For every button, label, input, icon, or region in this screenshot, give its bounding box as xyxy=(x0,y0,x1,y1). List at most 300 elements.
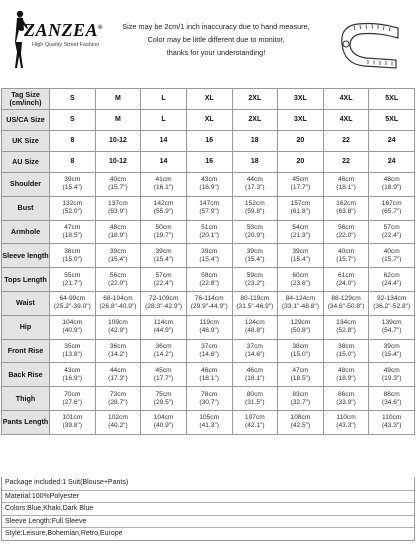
value-cm: 44cm xyxy=(246,176,263,184)
header xyxy=(0,0,416,88)
size-cell: 14 xyxy=(141,131,187,152)
measurement-cell xyxy=(141,410,187,434)
measurement-cell xyxy=(369,291,415,315)
measurement-cell xyxy=(232,268,278,292)
size-cell: XL xyxy=(186,110,232,131)
value-cm: 124cm xyxy=(244,319,265,327)
size-row xyxy=(2,131,415,152)
value-cm: 162cm xyxy=(336,200,356,208)
value-cm: 134cm xyxy=(336,319,356,327)
value-cm: 47cm xyxy=(64,223,81,231)
measurement-cell xyxy=(50,291,96,315)
value-inch: (27.6") xyxy=(62,398,83,406)
value-inch: (15.4") xyxy=(290,255,311,263)
measurement-row xyxy=(2,339,415,363)
row-label: US/CA Size xyxy=(2,110,50,131)
value-inch: (44.9") xyxy=(153,327,174,335)
value-cm: 139cm xyxy=(381,319,402,327)
measurement-cell xyxy=(278,196,324,220)
value-inch: (65.7") xyxy=(381,208,402,216)
value-inch: (42.9") xyxy=(108,327,128,335)
size-cell: 3XL xyxy=(278,110,324,131)
measurement-cell xyxy=(369,363,415,387)
value-cm: 48cm xyxy=(338,366,355,374)
value-cm: 107cm xyxy=(244,414,265,422)
value-cm: 40cm xyxy=(338,247,355,255)
value-cm: 58cm xyxy=(201,271,218,279)
measurement-cell xyxy=(232,410,278,434)
value-cm: 39cm xyxy=(155,247,172,255)
value-inch: (30.7") xyxy=(199,398,219,406)
size-cell: 5XL xyxy=(369,110,415,131)
value-inch: (40.9") xyxy=(153,422,174,430)
value-inch: (15.4") xyxy=(153,255,174,263)
value-inch: (16.1") xyxy=(153,184,174,192)
value-cm: 83cm xyxy=(292,390,309,398)
measurement-cell xyxy=(278,244,324,268)
value-cm: 54cm xyxy=(292,223,309,231)
value-inch: (21.3") xyxy=(290,231,311,239)
value-inch: (15.0") xyxy=(62,255,83,263)
measurement-row xyxy=(2,410,415,434)
value-cm: 72-109cm xyxy=(148,295,179,303)
measurement-row xyxy=(2,220,415,244)
value-cm: 59cm xyxy=(246,271,263,279)
measurement-cell xyxy=(95,315,141,339)
value-cm: 44cm xyxy=(109,366,126,374)
value-cm: 88-129cm xyxy=(331,295,361,303)
info-colors: Colors:Blue,Khaki,Dark Blue xyxy=(2,502,414,515)
value-cm: 43cm xyxy=(64,366,81,374)
info-style: Style:Leisure,Bohemian,Retro,Europe xyxy=(2,527,414,540)
measurement-cell xyxy=(369,315,415,339)
measurement-cell xyxy=(186,339,232,363)
size-row xyxy=(2,89,415,110)
value-cm: 39cm xyxy=(64,176,81,184)
measurement-cell xyxy=(323,410,369,434)
value-cm: 152cm xyxy=(244,200,265,208)
size-cell: L xyxy=(141,89,187,110)
size-cell: S xyxy=(50,89,96,110)
measurement-cell xyxy=(186,244,232,268)
value-cm: 49cm xyxy=(383,366,400,374)
measurement-cell xyxy=(232,363,278,387)
size-table xyxy=(1,88,415,435)
size-cell: 3XL xyxy=(278,89,324,110)
value-cm: 109cm xyxy=(108,319,128,327)
value-inch: (24.0") xyxy=(336,279,356,287)
value-inch: (17.3") xyxy=(108,374,128,382)
measurement-cell xyxy=(141,363,187,387)
measurement-cell xyxy=(323,268,369,292)
size-cell: 5XL xyxy=(369,89,415,110)
value-inch: (43.3") xyxy=(381,422,402,430)
value-cm: 110cm xyxy=(336,414,356,422)
value-inch: (28.7") xyxy=(108,398,128,406)
measurement-cell xyxy=(278,291,324,315)
measurement-cell xyxy=(50,410,96,434)
measurement-row xyxy=(2,268,415,292)
value-inch: (26.8"-40.9") xyxy=(99,303,137,311)
measurement-cell xyxy=(278,387,324,411)
row-label: AU Size xyxy=(2,152,50,173)
measurement-cell xyxy=(141,173,187,197)
row-label: Hip xyxy=(2,315,50,339)
value-cm: 132cm xyxy=(62,200,83,208)
measurement-cell xyxy=(95,173,141,197)
size-cell: L xyxy=(141,110,187,131)
value-cm: 80cm xyxy=(246,390,263,398)
value-inch: (57.9") xyxy=(199,208,219,216)
measurement-cell xyxy=(141,196,187,220)
size-cell: 10-12 xyxy=(95,131,141,152)
value-inch: (18.9") xyxy=(336,374,356,382)
measurement-cell xyxy=(186,291,232,315)
value-cm: 61cm xyxy=(338,271,355,279)
row-label: Thigh xyxy=(2,387,50,411)
measurement-cell xyxy=(323,220,369,244)
size-cell: M xyxy=(95,110,141,131)
measurement-cell xyxy=(95,220,141,244)
measurement-cell xyxy=(95,244,141,268)
measurement-cell xyxy=(369,268,415,292)
value-inch: (19.7") xyxy=(153,231,174,239)
measurement-cell xyxy=(50,268,96,292)
value-cm: 110cm xyxy=(382,414,402,422)
measurement-cell xyxy=(50,339,96,363)
value-cm: 142cm xyxy=(153,200,174,208)
value-inch: (17.7") xyxy=(153,374,174,382)
value-inch: (18.5") xyxy=(290,374,311,382)
size-cell: 8 xyxy=(50,152,96,173)
size-cell: 20 xyxy=(278,152,324,173)
value-inch: (50.8") xyxy=(290,327,311,335)
measurement-cell xyxy=(50,387,96,411)
value-inch: (31.5"-46.9") xyxy=(236,303,274,311)
size-cell: 8 xyxy=(50,131,96,152)
value-cm: 84-124cm xyxy=(285,295,316,303)
row-label: Waist xyxy=(2,291,50,315)
measurement-row xyxy=(2,387,415,411)
value-cm: 157cm xyxy=(290,200,311,208)
value-inch: (16.9") xyxy=(62,374,83,382)
value-inch: (34.6") xyxy=(381,398,402,406)
value-cm: 57cm xyxy=(383,223,400,231)
size-cell: 24 xyxy=(369,131,415,152)
row-label: Tag Size (cm/inch) xyxy=(2,89,50,110)
value-cm: 50cm xyxy=(155,223,172,231)
value-cm: 68-104cm xyxy=(103,295,133,303)
measurement-cell xyxy=(369,220,415,244)
value-cm: 48cm xyxy=(383,176,400,184)
measurement-cell xyxy=(323,363,369,387)
value-cm: 104cm xyxy=(153,414,174,422)
value-cm: 39cm xyxy=(201,247,218,255)
brand-logo xyxy=(8,8,103,80)
measurement-cell xyxy=(186,220,232,244)
info-package: Package included:1 Suit(Blouse+Pants) xyxy=(5,479,129,486)
value-inch: (33.9") xyxy=(336,398,356,406)
row-label: UK Size xyxy=(2,131,50,152)
measurement-cell xyxy=(186,410,232,434)
value-cm: 60cm xyxy=(292,271,309,279)
value-cm: 39cm xyxy=(383,342,400,350)
measurement-cell xyxy=(232,196,278,220)
measurement-cell xyxy=(141,268,187,292)
value-inch: (33.1"-48.8") xyxy=(281,303,319,311)
value-cm: 45cm xyxy=(155,366,172,374)
value-cm: 46cm xyxy=(201,366,218,374)
value-cm: 40cm xyxy=(109,176,126,184)
value-cm: 80-119cm xyxy=(240,295,270,303)
size-cell: 18 xyxy=(232,131,278,152)
value-inch: (25.2"-39.0") xyxy=(53,303,91,311)
value-inch: (20.9") xyxy=(245,231,265,239)
value-cm: 114cm xyxy=(153,319,174,327)
value-cm: 48cm xyxy=(109,223,126,231)
measurement-cell xyxy=(232,291,278,315)
size-cell: S xyxy=(50,110,96,131)
value-inch: (24.4") xyxy=(381,279,402,287)
value-inch: (34.6"-50.8") xyxy=(327,303,365,311)
value-inch: (15.4") xyxy=(62,184,83,192)
measurement-cell xyxy=(95,363,141,387)
value-cm: 101cm xyxy=(62,414,83,422)
measurement-cell xyxy=(278,410,324,434)
value-inch: (14.2") xyxy=(108,350,128,358)
value-cm: 56cm xyxy=(109,271,126,279)
value-inch: (15.4") xyxy=(108,255,128,263)
value-cm: 119cm xyxy=(199,319,219,327)
measurement-cell xyxy=(369,196,415,220)
measurement-cell xyxy=(141,220,187,244)
size-cell: 24 xyxy=(369,152,415,173)
value-inch: (18.1") xyxy=(199,374,219,382)
value-cm: 39cm xyxy=(109,247,126,255)
value-cm: 92-134cm xyxy=(377,295,407,303)
value-cm: 46cm xyxy=(338,176,355,184)
value-inch: (29.5") xyxy=(153,398,174,406)
value-cm: 40cm xyxy=(383,247,400,255)
measurement-cell xyxy=(141,339,187,363)
value-inch: (28.3"-42.9") xyxy=(145,303,183,311)
value-cm: 39cm xyxy=(246,247,263,255)
value-inch: (43.3") xyxy=(336,422,356,430)
measurement-cell xyxy=(232,244,278,268)
measurement-cell xyxy=(278,173,324,197)
value-inch: (18.9") xyxy=(108,231,128,239)
value-cm: 56cm xyxy=(338,223,355,231)
measurement-cell xyxy=(323,196,369,220)
value-cm: 147cm xyxy=(199,200,220,208)
value-inch: (15.4") xyxy=(245,255,265,263)
value-inch: (15.4") xyxy=(381,350,402,358)
value-cm: 37cm xyxy=(246,342,263,350)
measurement-row xyxy=(2,363,415,387)
value-cm: 35cm xyxy=(64,342,81,350)
measurement-cell xyxy=(232,387,278,411)
value-cm: 62cm xyxy=(383,271,400,279)
value-cm: 47cm xyxy=(292,366,309,374)
measurement-cell xyxy=(323,291,369,315)
value-inch: (18.1") xyxy=(245,374,265,382)
measurement-cell xyxy=(50,196,96,220)
measurement-cell xyxy=(95,339,141,363)
measurement-cell xyxy=(323,315,369,339)
value-inch: (20.1") xyxy=(199,231,219,239)
value-inch: (16.9") xyxy=(199,184,219,192)
value-cm: 53cm xyxy=(246,223,263,231)
measurement-cell xyxy=(141,291,187,315)
measurement-cell xyxy=(278,268,324,292)
size-cell: XL xyxy=(186,89,232,110)
value-cm: 43cm xyxy=(201,176,218,184)
row-label: Pants Length xyxy=(2,410,50,434)
value-cm: 64-99cm xyxy=(59,295,86,303)
size-cell: 16 xyxy=(186,131,232,152)
note-line: Color may be little different due to monitor, xyxy=(147,35,285,44)
value-inch: (14.6") xyxy=(245,350,265,358)
value-inch: (19.3") xyxy=(381,374,402,382)
value-cm: 46cm xyxy=(246,366,263,374)
measurement-cell xyxy=(50,173,96,197)
measurement-cell xyxy=(95,196,141,220)
measurement-cell xyxy=(50,315,96,339)
size-cell: 4XL xyxy=(323,89,369,110)
measurement-cell xyxy=(186,387,232,411)
value-inch: (42.5") xyxy=(290,422,311,430)
row-label: Sleeve length xyxy=(2,244,50,268)
size-cell: 16 xyxy=(186,152,232,173)
size-cell: 22 xyxy=(323,152,369,173)
value-inch: (15.0") xyxy=(290,350,311,358)
size-chart xyxy=(1,88,415,435)
note-line: Size may be 2cm/1 inch inaccuracy due to hand measure, xyxy=(122,22,310,31)
value-inch: (41.3") xyxy=(199,422,219,430)
value-inch: (31.5") xyxy=(245,398,265,406)
value-cm: 88cm xyxy=(383,390,400,398)
measurement-cell xyxy=(141,244,187,268)
measurement-cell xyxy=(50,244,96,268)
value-inch: (15.7") xyxy=(336,255,356,263)
measurement-row xyxy=(2,244,415,268)
value-inch: (29.9"-44.9") xyxy=(190,303,228,311)
measurement-cell xyxy=(369,410,415,434)
value-inch: (15.7") xyxy=(381,255,402,263)
value-inch: (22.0") xyxy=(336,231,356,239)
value-inch: (17.7") xyxy=(290,184,311,192)
measurement-cell xyxy=(186,196,232,220)
value-cm: 78cm xyxy=(201,390,218,398)
measurement-cell xyxy=(95,387,141,411)
measurement-cell xyxy=(323,173,369,197)
size-cell: M xyxy=(95,89,141,110)
value-inch: (15.4") xyxy=(199,255,219,263)
value-cm: 41cm xyxy=(155,176,172,184)
value-cm: 102cm xyxy=(108,414,128,422)
measurement-cell xyxy=(369,387,415,411)
value-cm: 38cm xyxy=(64,247,81,255)
value-inch: (46.9") xyxy=(199,327,219,335)
measurement-row xyxy=(2,173,415,197)
value-cm: 76-114cm xyxy=(194,295,224,303)
value-cm: 55cm xyxy=(64,271,81,279)
brand-name: ZANZEA® xyxy=(24,20,103,40)
value-inch: (32.7") xyxy=(290,398,311,406)
value-cm: 38cm xyxy=(338,342,355,350)
measurement-cell xyxy=(323,244,369,268)
row-label: Tops Length xyxy=(2,268,50,292)
info-sleeve: Sleeve Length:Full Sleeve xyxy=(2,515,414,528)
value-inch: (22.4") xyxy=(153,279,174,287)
measurement-cell xyxy=(278,315,324,339)
measurement-cell xyxy=(95,268,141,292)
measurement-cell xyxy=(232,339,278,363)
measurement-cell xyxy=(186,268,232,292)
value-inch: (22.8") xyxy=(199,279,219,287)
size-row xyxy=(2,110,415,131)
value-inch: (17.3") xyxy=(245,184,265,192)
row-label: Shoulder xyxy=(2,173,50,197)
value-cm: 45cm xyxy=(292,176,309,184)
measurement-cell xyxy=(369,173,415,197)
measurement-row xyxy=(2,315,415,339)
value-inch: (61.8") xyxy=(290,208,311,216)
note-line: thanks for your understanding! xyxy=(166,48,266,57)
value-cm: 167cm xyxy=(381,200,402,208)
measurement-row xyxy=(2,291,415,315)
brand-tagline: High Quality Street Fashion xyxy=(32,42,100,48)
value-inch: (23.2") xyxy=(245,279,265,287)
value-inch: (18.5") xyxy=(62,231,83,239)
value-inch: (15.0") xyxy=(336,350,356,358)
value-inch: (54.7") xyxy=(381,327,402,335)
measurement-cell xyxy=(232,173,278,197)
measurement-cell xyxy=(141,315,187,339)
measurement-cell xyxy=(369,339,415,363)
value-inch: (42.1") xyxy=(245,422,265,430)
size-cell: 10-12 xyxy=(95,152,141,173)
value-inch: (21.7") xyxy=(62,279,83,287)
value-inch: (22.4") xyxy=(381,231,402,239)
measurement-cell xyxy=(278,220,324,244)
row-label: Back Rise xyxy=(2,363,50,387)
value-cm: 39cm xyxy=(292,247,309,255)
value-inch: (18.9") xyxy=(381,184,402,192)
measurement-cell xyxy=(323,387,369,411)
measurement-cell xyxy=(232,220,278,244)
value-inch: (59.8") xyxy=(245,208,265,216)
row-label: Armhole xyxy=(2,220,50,244)
measurement-cell xyxy=(369,244,415,268)
size-cell: 20 xyxy=(278,131,324,152)
value-inch: (18.1") xyxy=(336,184,356,192)
value-cm: 75cm xyxy=(155,390,172,398)
measurement-cell xyxy=(186,363,232,387)
value-cm: 137cm xyxy=(108,200,128,208)
measurement-cell xyxy=(278,339,324,363)
measurement-cell xyxy=(186,315,232,339)
size-cell: 18 xyxy=(232,152,278,173)
measurement-cell xyxy=(232,315,278,339)
value-inch: (63.8") xyxy=(336,208,356,216)
measurement-row xyxy=(2,196,415,220)
value-inch: (36.2"-52.8") xyxy=(373,303,411,311)
measurement-cell xyxy=(323,339,369,363)
value-inch: (40.9") xyxy=(62,327,83,335)
measuring-tape-icon xyxy=(336,14,406,70)
measurement-cell xyxy=(95,291,141,315)
